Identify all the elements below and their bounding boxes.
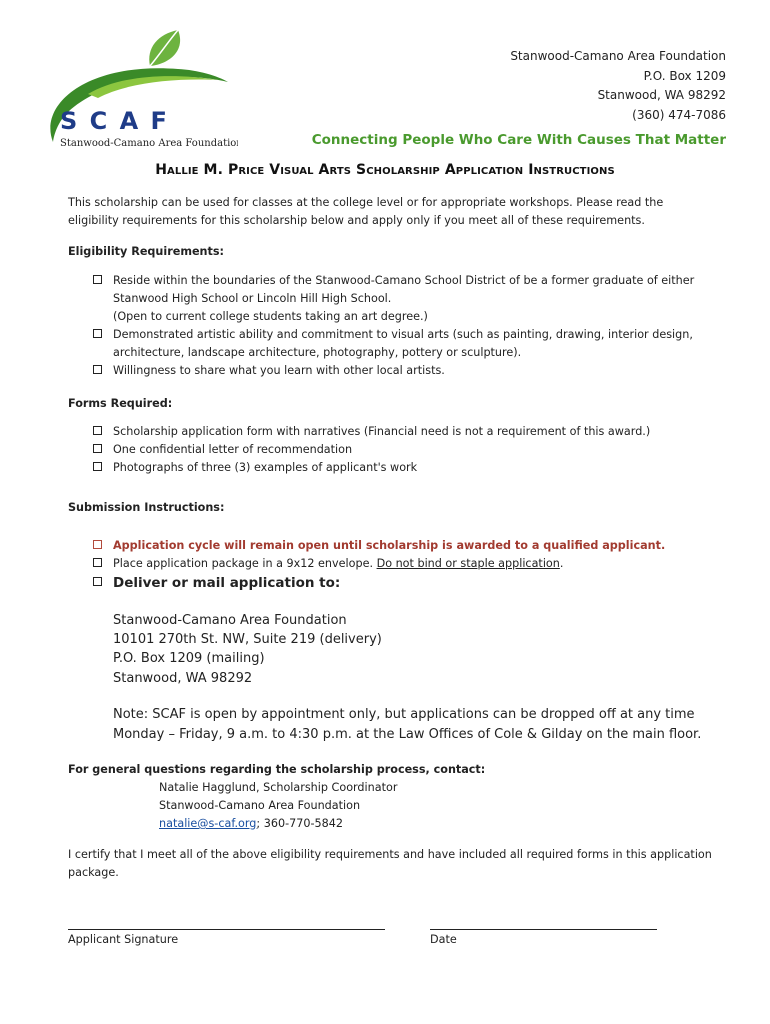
item-text: (Open to current college students taking an art degree.): [113, 310, 428, 323]
item-text: Scholarship application form with narratives (Financial need is not a requirement of this award.): [113, 425, 651, 438]
checkbox[interactable]: [93, 577, 102, 586]
submission-heading: Submission Instructions:: [68, 501, 225, 514]
forms-heading: Forms Required:: [68, 397, 173, 410]
eligibility-item: [90, 272, 710, 326]
document-title: Hallie M. Price Visual Arts Scholarship Application Instructions: [155, 162, 615, 178]
submission-item-package: [90, 555, 710, 573]
checkbox[interactable]: [93, 365, 102, 374]
address-line: P.O. Box 1209: [643, 68, 726, 83]
eligibility-list: [90, 272, 710, 380]
signature-line[interactable]: [68, 929, 385, 930]
logo-letters: S C A F: [60, 107, 169, 135]
item-text: Demonstrated artistic ability and commitment to visual arts (such as painting, drawing, interior design,: [113, 328, 693, 341]
date-line[interactable]: [430, 929, 657, 930]
item-text: Place application package in a 9x12 envelope.: [113, 557, 377, 570]
item-text: Stanwood High School or Lincoln Hill High School.: [113, 292, 392, 305]
checkbox[interactable]: [93, 275, 102, 284]
certification-statement: I certify that I meet all of the above eligibility requirements and have included all required forms in this application package.: [68, 848, 712, 879]
checkbox[interactable]: [93, 329, 102, 338]
checkbox[interactable]: [93, 558, 102, 567]
forms-list: [90, 423, 710, 477]
contact-heading: For general questions regarding the scholarship process, contact:: [68, 763, 486, 776]
signature-label: Applicant Signature: [68, 933, 179, 946]
checkbox[interactable]: [93, 444, 102, 453]
scaf-logo: [28, 24, 238, 154]
contact-block: [159, 779, 397, 833]
submission-list: [90, 537, 710, 593]
address-line: Stanwood, WA 98292: [597, 88, 726, 102]
contact-email-link[interactable]: natalie@s-caf.org: [159, 817, 257, 830]
item-text: Deliver or mail application to:: [113, 575, 341, 591]
office-hours-note: Note: SCAF is open by appointment only, but applications can be dropped off at any time Monday – Friday, 9 a.m. to 4:30 p.m. at the Law Offices of Cole & Gilday on the main floor.: [113, 707, 702, 742]
address-line: 10101 270th St. NW, Suite 219 (delivery): [113, 632, 382, 648]
item-text: Willingness to share what you learn with other local artists.: [113, 364, 445, 377]
address-line: Stanwood-Camano Area Foundation: [113, 613, 347, 628]
forms-item: [90, 423, 710, 441]
item-text: One confidential letter of recommendation: [113, 443, 353, 456]
submission-item-cycle: [90, 537, 710, 555]
logo-subtitle: Stanwood-Camano Area Foundation: [60, 138, 238, 149]
checkbox[interactable]: [93, 540, 102, 549]
delivery-address: [113, 611, 382, 688]
item-text: .: [559, 557, 564, 570]
foundation-address: [510, 47, 726, 125]
item-text: architecture, landscape architecture, photography, pottery or sculpture).: [113, 346, 522, 359]
forms-item: [90, 441, 710, 459]
date-label: Date: [430, 933, 457, 946]
eligibility-heading: Eligibility Requirements:: [68, 245, 225, 258]
address-line: Stanwood, WA 98292: [113, 670, 253, 686]
contact-phone: ; 360-770-5842: [256, 817, 343, 830]
tagline: Connecting People Who Care With Causes That Matter: [311, 132, 726, 148]
item-text: Reside within the boundaries of the Stanwood-Camano School District of be a former graduate of either: [113, 274, 695, 287]
address-line: P.O. Box 1209 (mailing): [113, 651, 265, 667]
intro-paragraph: This scholarship can be used for classes at the college level or for appropriate workshops. Please read the eligibility requirements for this scholarship below and apply only if you meet all of these requirements.: [68, 196, 664, 227]
item-text: Application cycle will remain open until scholarship is awarded to a qualified applicant.: [113, 539, 666, 552]
checkbox[interactable]: [93, 462, 102, 471]
address-line: Stanwood-Camano Area Foundation: [510, 49, 726, 63]
item-text: Photographs of three (3) examples of applicant's work: [113, 461, 418, 474]
contact-name: Natalie Hagglund, Scholarship Coordinator: [159, 781, 398, 794]
checkbox[interactable]: [93, 426, 102, 435]
scaf-logo-graphic: [28, 24, 238, 154]
eligibility-item: [90, 326, 710, 362]
contact-line: [159, 815, 397, 833]
submission-item-deliver: [90, 573, 710, 593]
eligibility-item: [90, 362, 710, 380]
forms-item: [90, 459, 710, 477]
address-phone: (360) 474-7086: [632, 107, 726, 122]
contact-org: Stanwood-Camano Area Foundation: [159, 799, 361, 812]
item-text-underlined: Do not bind or staple application: [376, 557, 560, 570]
